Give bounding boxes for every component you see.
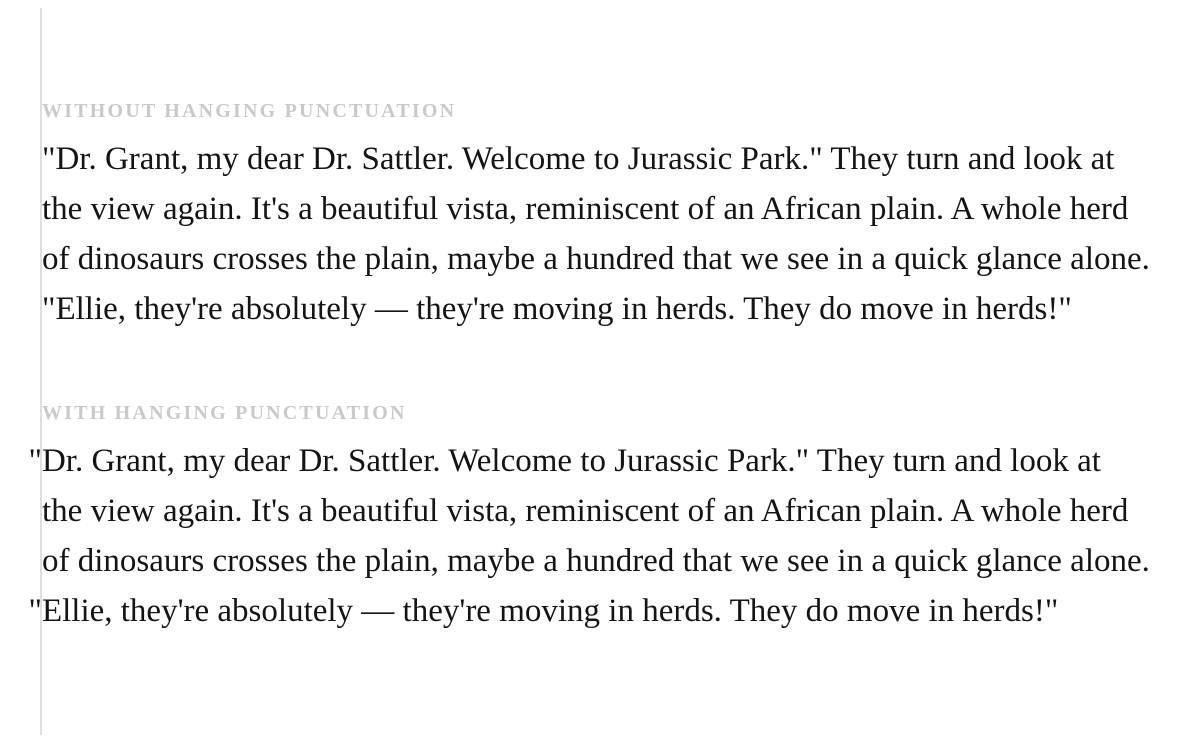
paragraph-line-hanging: "Dr. Grant, my dear Dr. Sattler. Welcome to Jurassic Park." They turn and look at [28,443,1101,479]
sample-paragraph [42,134,1192,334]
paragraph-line: of dinosaurs crosses the plain, maybe a hundred that we see in a quick glance alone. [42,543,1150,579]
section-label: WITHOUT HANGING PUNCTUATION [42,100,457,122]
paragraph-line: the view again. It's a beautiful vista, reminiscent of an African plain. A whole herd [42,493,1129,529]
sample-paragraph [28,436,1192,636]
section-with-hanging-punctuation [28,402,1192,636]
section-without-hanging-punctuation [42,100,1192,334]
typography-demo [28,0,1192,636]
paragraph-line-hanging: "Ellie, they're absolutely — they're moving in herds. They do move in herds!" [28,593,1059,629]
section-label: WITH HANGING PUNCTUATION [42,402,407,424]
paragraph-line: "Ellie, they're absolutely — they're moving in herds. They do move in herds!" [42,291,1072,327]
paragraph-line: of dinosaurs crosses the plain, maybe a hundred that we see in a quick glance alone. [42,241,1150,277]
paragraph-line: "Dr. Grant, my dear Dr. Sattler. Welcome to Jurassic Park." They turn and look at [42,141,1115,177]
paragraph-line: the view again. It's a beautiful vista, reminiscent of an African plain. A whole herd [42,191,1129,227]
